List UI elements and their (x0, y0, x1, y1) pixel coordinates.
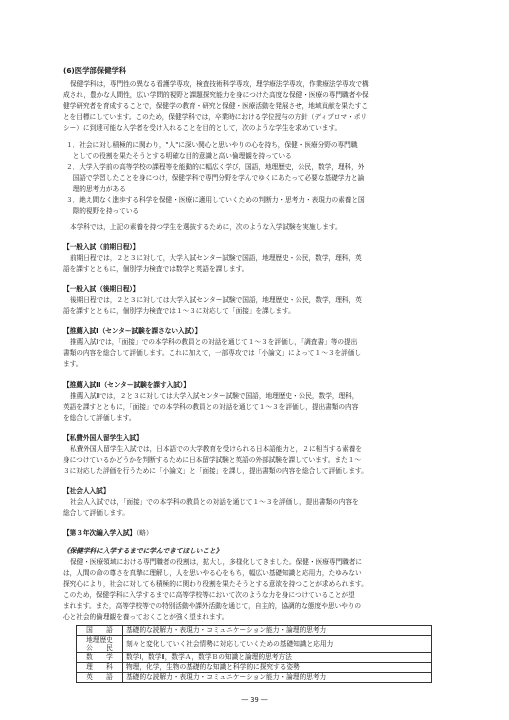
criteria-line: ３．絶え間なく進歩する科学を保健・医療に適用していくための判断力・思考力・表現力の素養と国 (66, 196, 365, 204)
table-row (77, 626, 432, 636)
page-number: ― 39 ― (241, 696, 268, 704)
exam-title: 【一般入試（後期日程）】 (63, 285, 140, 293)
third-year-suffix: （略） (136, 529, 153, 537)
exam-line: ３に対応した評価を行うために「小論文」と「面接」を課し，提出書類の内容を総合して評価します。 (63, 467, 368, 475)
table-row (77, 653, 432, 663)
subject-table (76, 625, 432, 683)
preparation-line: このため，保健学科に入学するまでに高等学校等において次のような力を身につけていることが望 (63, 591, 355, 599)
criteria-line: １．社会に対し積極的に関わり，"人"に深い関心と思いやりの心を持ち，保健・医療分野の専門職 (66, 141, 358, 149)
criteria-line: としての役割を果たそうとする明確な目的意識と高い倫理観を持っている (66, 152, 292, 160)
subject-line: 地理歴史 (86, 636, 113, 644)
exam-line: を総合して評価します。 (63, 414, 136, 422)
subject-cell: 理 科 (77, 663, 123, 673)
exam-line: 前期日程では，２と３に対して，大学入試センター試験で国語，地理歴史・公民，数学，理科，英 (70, 254, 362, 262)
exam-title: 【社会人入試】 (63, 487, 110, 495)
subject-cell: 国 語 (77, 626, 123, 636)
preparation-line: 探究心により，社会に対しても積極的に関わり役割を果たそうとする意欲を持つことが求められます。 (63, 580, 368, 588)
preparation-line: まれます。また，高等学校等での特別活動や課外活動を通じて，自主的，協調的な態度や思いやりの (63, 602, 362, 610)
exam-line: 私費外国人留学生入試では，日本語での大学教育を受けられる日本語能力と，２に相当する素養を (70, 445, 363, 453)
exam-line: 書類の内容を総合して評価します。これに加えて，一部専攻では「小論文」によって１～３を評価し (63, 349, 362, 357)
preparation-line: 保健・医療領域における専門職者の役割は，拡大し，多様化してきました。保健・医療専門職者に (70, 558, 363, 566)
third-year-heading (63, 529, 503, 538)
section-title: (6)医学部保健学科 (63, 66, 127, 75)
intro-line: とを目標にしています。このため，保健学科では，卒業時における学位授与の方針（ディプロマ・ポリ (63, 113, 367, 121)
intro-line: シー）に到達可能な入学者を受け入れることを目的として，次のような学生を求めています。 (63, 124, 342, 132)
exam-line: 推薦入試Ⅱでは，２と３に対しては大学入試センター試験で国語，地理歴史・公民，数学，理科， (70, 392, 359, 400)
description-cell: 数学Ⅰ，数学Ⅱ，数学Ａ，数学Ｂの知識と論理的思考方法 (123, 653, 432, 663)
admission-note: 本学科では，上記の素養を持つ学生を選抜するために，次のような入学試験を実施します。 (70, 223, 342, 231)
table-row (77, 673, 432, 683)
criteria-line: 際的視野を持っている (66, 207, 140, 215)
exam-line: 社会人入試では，「面接」での本学科の教員との対話を通じて１～３を評価し，提出書類の内容を (70, 498, 359, 506)
subject-line: 公 民 (86, 644, 113, 652)
exam-line: 身につけているかどうかを判断するために日本留学試験と英語の外部試験を課しています。また１～ (63, 456, 362, 464)
preparation-line: 心と社会的倫理観を養っておくことが強く望まれます。 (63, 613, 229, 621)
description-cell: 基礎的な読解力・表現力・コミュニケーション能力・論理的思考力 (123, 673, 432, 683)
description-cell: 刻々と変化していく社会情勢に対応していくための基礎知識と応用力 (123, 636, 432, 653)
exam-line: 推薦入試Ⅰでは，「面接」での本学科の教員との対話を通じて１～３を評価し，「調査書」等の提出 (70, 338, 358, 346)
exam-title: 【推薦入試Ⅱ（センター試験を課す入試）】 (63, 381, 190, 389)
exam-line: 後期日程では，２と３に対しては大学入試センター試験で国語，地理歴史・公民，数学，理科，英 (70, 296, 362, 304)
description-cell: 物理，化学，生物の基礎的な知識と科学的に探究する姿勢 (123, 663, 432, 673)
exam-line: 総合して評価します。 (63, 509, 129, 517)
subject-cell: 数 学 (77, 653, 123, 663)
intro-line: 健学研究者を育成することで，保健学の教育・研究と保健・医療活動を発展させ，地域貢献を果たすこ (63, 102, 368, 110)
criteria-line: 国語で学習したことを身につけ，保健学科で専門分野を学んでゆくにあたって必要な基礎学力と論 (66, 174, 365, 182)
preparation-title: 《保健学科に入学するまでに学んできてほしいこと》 (63, 547, 223, 555)
table-row (77, 663, 432, 673)
third-year-title: 【第３年次編入学入試】 (63, 529, 137, 537)
subject-cell: 英 語 (77, 673, 123, 683)
subject-cell (77, 636, 123, 653)
intro-line: 成され，豊かな人間性，広い学問的視野と課題探究能力を身につけた高度な保健・医療の専門職者や保 (63, 91, 369, 99)
preparation-line: は，人間の命の尊さを真摯に理解し，人を思いやる心をもち，幅広い基礎知識と応用力，たゆみない (63, 569, 362, 577)
criteria-line: 理的思考力がある (66, 185, 126, 193)
exam-title: 【推薦入試Ⅰ（センター試験を課さない入試）】 (63, 327, 202, 335)
exam-line: 語を課すとともに，個別学力検査では数学と英語を課します。 (63, 265, 249, 273)
exam-title: 【一般入試（前期日程）】 (63, 243, 140, 251)
table-row (77, 636, 432, 653)
exam-line: 英語を課すとともに，「面接」での本学科の教員との対話を通じて１～３を評価し，提出書類の内容 (63, 403, 359, 411)
intro-line: 保健学科は，専門性の異なる看護学専攻，検査技術科学専攻，理学療法学専攻，作業療法学専攻で構 (70, 80, 369, 88)
exam-line: 語を課すとともに，個別学力検査では１～３に対応して「面接」を課します。 (63, 307, 295, 315)
exam-title: 【私費外国人留学生入試】 (63, 434, 143, 442)
description-cell: 基礎的な読解力・表現力・コミュニケーション能力・論理的思考力 (123, 626, 432, 636)
exam-line: ます。 (63, 360, 83, 368)
criteria-line: ２．大学入学前の高等学校の課程等を能動的に幅広く学び，国語，地理歴史，公民，数学，理科，外 (66, 163, 365, 171)
